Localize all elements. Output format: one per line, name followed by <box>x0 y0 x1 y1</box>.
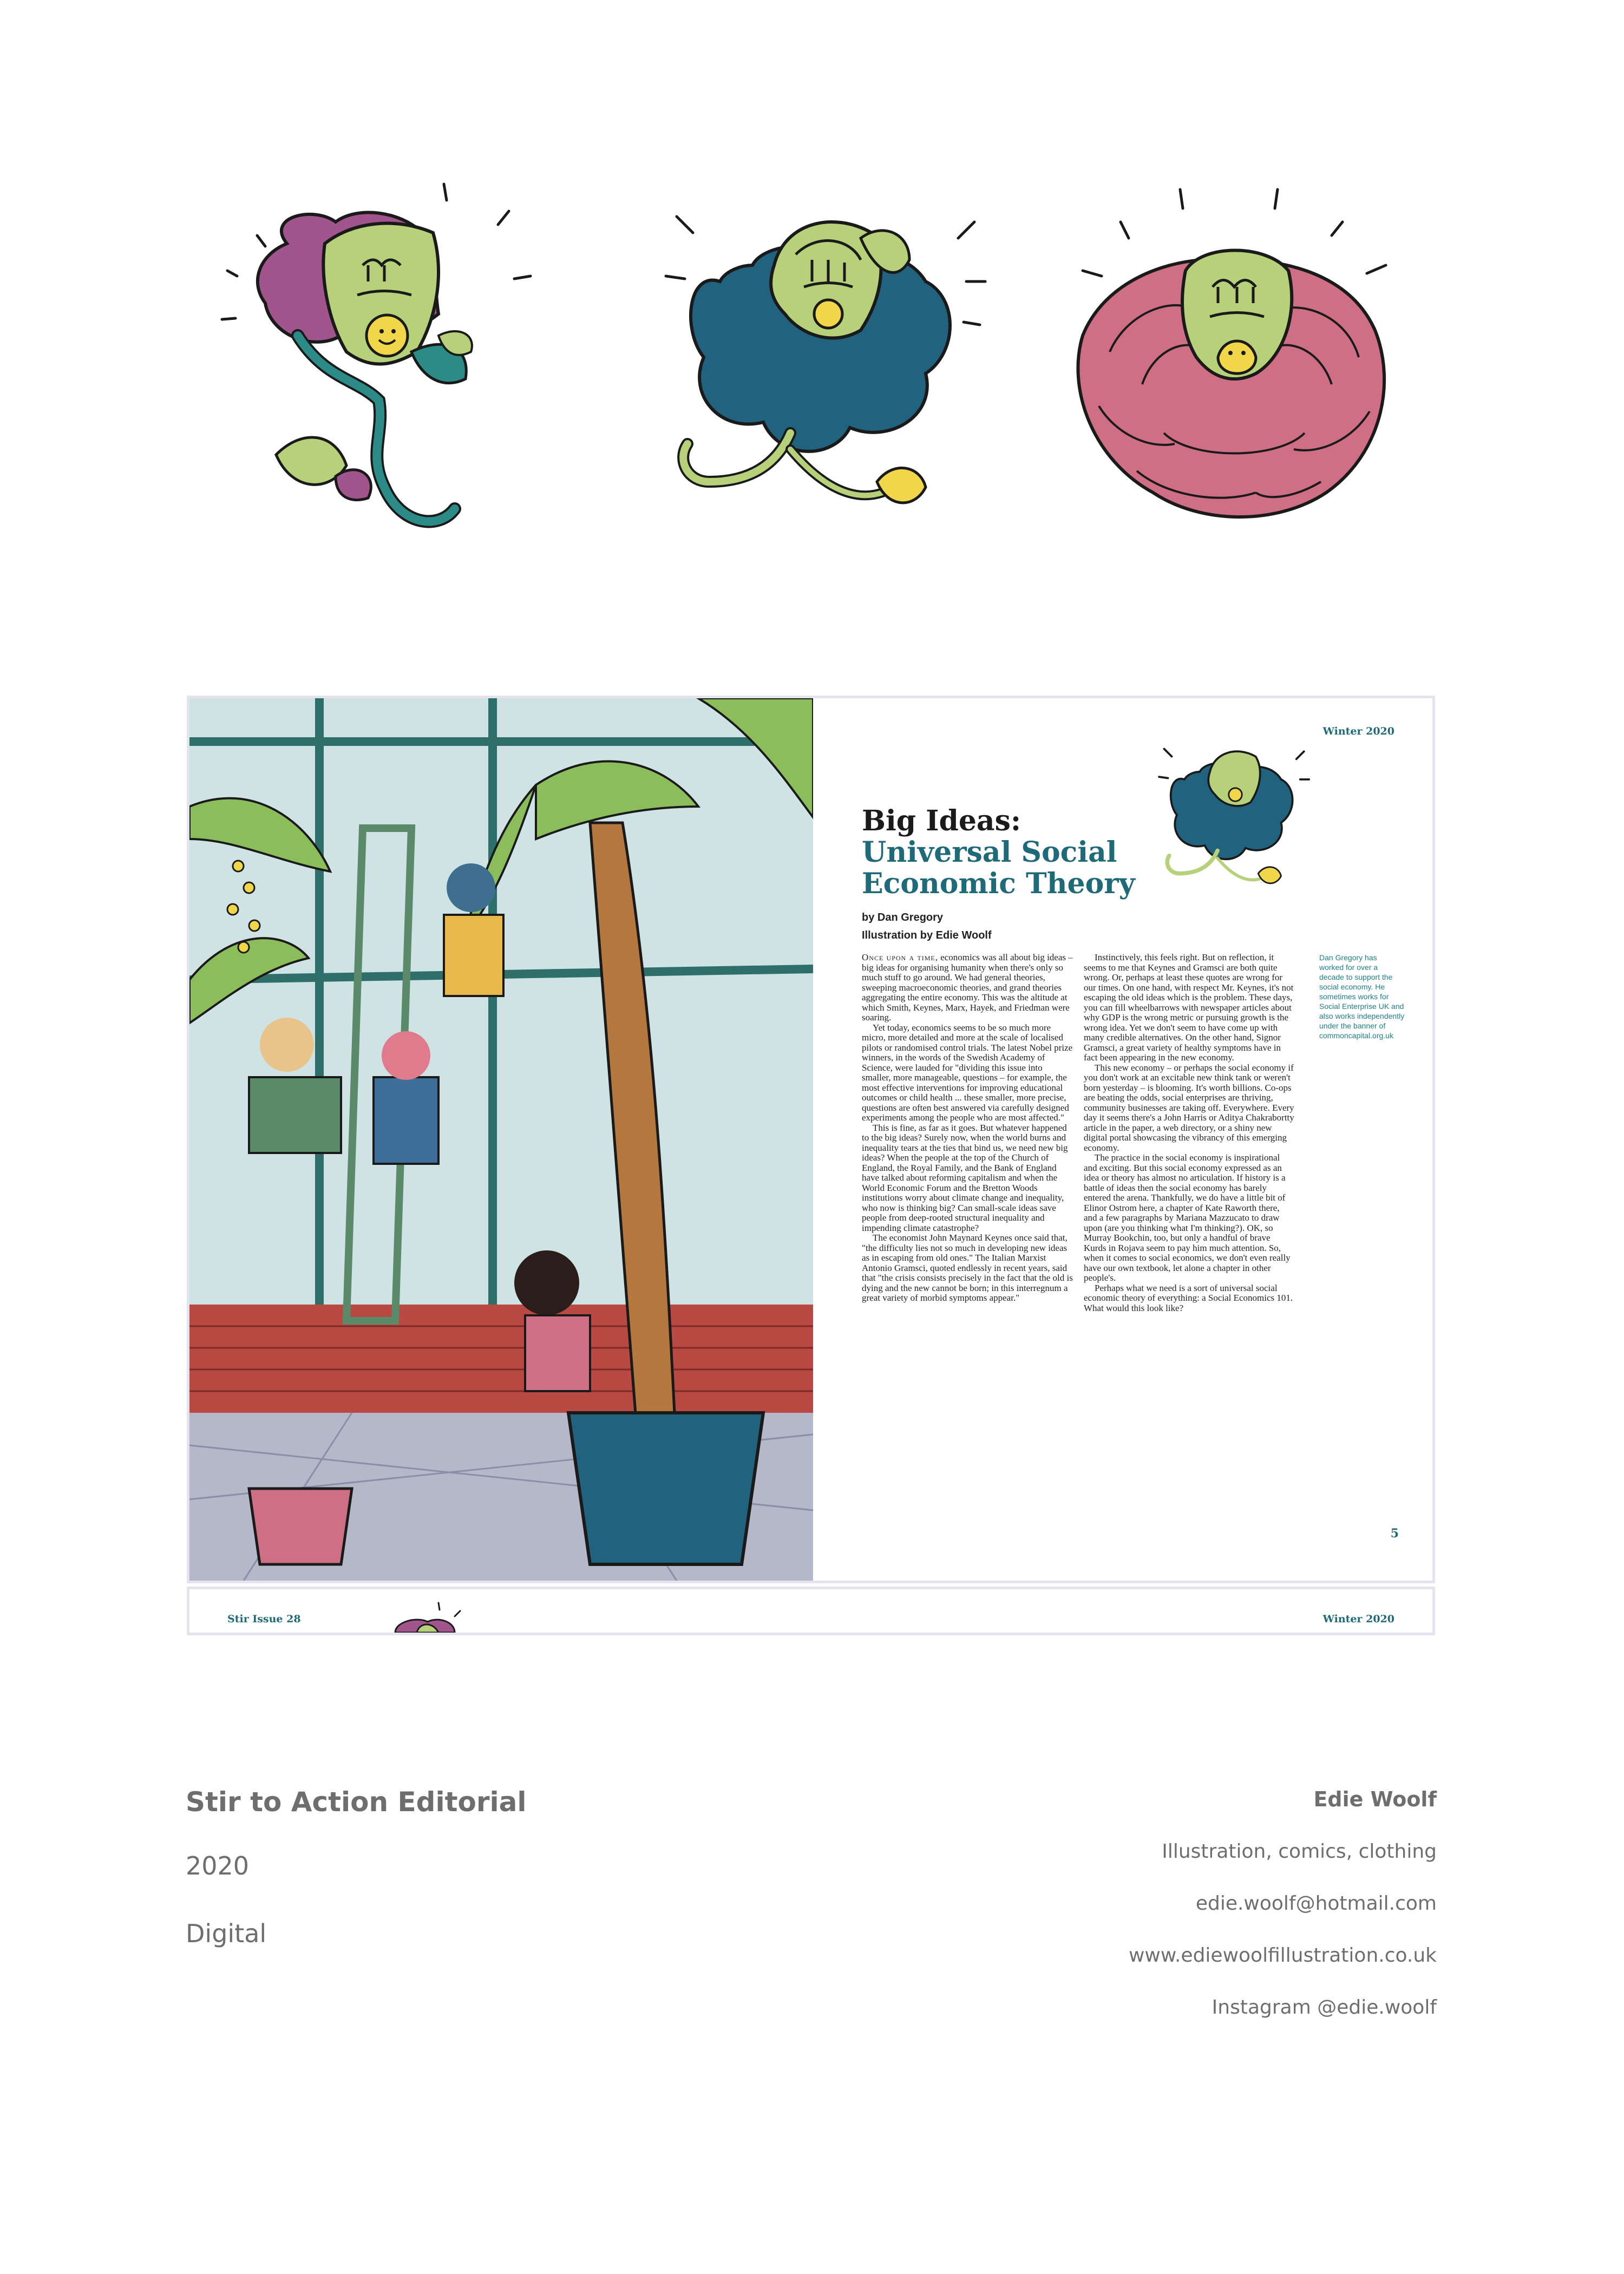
page-number: 5 <box>1390 1526 1399 1541</box>
project-medium: Digital <box>186 1919 267 1948</box>
purple-money-flower-icon <box>384 1600 471 1633</box>
greenhouse-illustration <box>189 698 813 1581</box>
issue-label: Stir Issue 28 <box>227 1613 301 1625</box>
article-column-2 <box>1084 953 1295 1313</box>
byline-author: by Dan Gregory <box>862 912 944 923</box>
byline-illustration: Illustration by Edie Woolf <box>862 929 992 941</box>
article-title-line3: Economic Theory <box>862 867 1135 900</box>
column1-paragraph: This is fine, as far as it goes. But whatever happened to the big ideas? Surely now, when the world burns and inequality tears at the ties that bind us, we need new big ideas? When the people at the top of the Church of England, the Royal Family, and the Bank of England have talked about reforming capitalism and when the World Economic Forum and the Bretton Woods institutions worry about climate change and inequality, who now is thinking big? Can small-scale ideas save people from deep-rooted structural inequality and impending climate catastrophe? <box>862 1122 1068 1233</box>
website-link[interactable]: www.ediewoolfillustration.co.uk <box>1128 1944 1437 1967</box>
article-page <box>813 698 1432 1581</box>
project-title: Stir to Action Editorial <box>186 1786 527 1818</box>
article-title-line1: Big Ideas: <box>862 804 1021 837</box>
email-link[interactable]: edie.woolf@hotmail.com <box>1195 1892 1437 1915</box>
column2-paragraph: Perhaps what we need is a sort of universal social economic theory of everything: a Social Economics 101. What would this look like? <box>1084 1282 1293 1313</box>
instagram-link[interactable]: Instagram @edie.woolf <box>1212 1996 1437 2019</box>
article-column-1 <box>862 953 1073 1303</box>
article-title-line2: Universal Social <box>862 836 1117 869</box>
next-spread-preview <box>189 1589 1432 1633</box>
blue-money-flower-icon <box>1149 736 1322 904</box>
blue-money-flower-icon <box>655 189 1001 547</box>
column2-paragraph: The practice in the social economy is inspirational and exciting. But this social economy expressed as an idea or theory has almost no articulation. If history is a battle of ideas then the social economy has barely entered the arena. Thankfully, we do have a little bit of Elinor Ostrom here, a chapter of Kate Raworth there, and a few paragraphs by Mariana Mazzucato to draw upon (are you thinking what I'm thinking?). OK, so Murray Bookchin, too, but only a handful of brave Kurds in Rojava seem to pay him much attention. So, when it comes to social economics, we don't even really have our own textbook, let alone a chapter in other people's. <box>1084 1152 1291 1283</box>
project-year: 2020 <box>186 1851 250 1880</box>
artist-disciplines: Illustration, comics, clothing <box>1162 1840 1437 1863</box>
purple-money-flower-icon <box>206 173 552 552</box>
column1-paragraph: The economist John Maynard Keynes once said that, "the difficulty lies not so much in developing new ideas as in escaping from old ones." The Italian Marxist Antonio Gramsci, quoted endlessly in recent years, said that "the crisis consists precisely in the fact that the old is dying and the new cannot be born; in this interregnum a great variety of morbid symptoms appear." <box>862 1233 1073 1303</box>
column2-paragraph: This new economy – or perhaps the social economy if you don't work at an excitable new think tank or weren't born yesterday – is blooming. It's worth billions. Co-ops are beating the odds, social enterprises are thriving, community businesses are taking off. Everywhere. Every day it seems there's a John Harris or Aditya Chakrabortty article in the paper, a web directory, or a shiny new digital portal showcasing the vibrancy of this emerging economy. <box>1084 1062 1294 1153</box>
column1-paragraph: Once upon a time, economics was all about big ideas – big ideas for organising humanity when there's only so much stuff to go around. We had general theories, sweeping macroeconomic theories, and grand theories aggregating the entire economy. This was the altitude at which Smith, Keynes, Marx, Hayek, and Friedman were soaring. <box>862 952 1073 1023</box>
column2-paragraph: Instinctively, this feels right. But on reflection, it seems to me that Keynes and Gramsci are both quite wrong. Or, perhaps at least these quotes are wrong for our times. On one hand, with respect Mr. Keynes, it's not escaping the old ideas which is the problem. These days, you can fill wheelbarrows with newspaper articles about why GDP is the wrong metric or pursuing growth is the wrong idea. Yet we don't seem to have come up with many credible alternatives. On the other hand, Signor Gramsci, a great variety of healthy symptoms have in fact been appearing in the new economy. <box>1084 952 1294 1063</box>
drop-lead: Once upon a time, <box>862 952 938 962</box>
season-label: Winter 2020 <box>1322 725 1394 737</box>
season-label: Winter 2020 <box>1322 1613 1394 1625</box>
author-sidebar-note: Dan Gregory has worked for over a decade to support the social economy. He sometimes works for Social Enterprise UK and also works independently under the banner of commoncapital.org.uk <box>1319 953 1405 1040</box>
artist-name: Edie Woolf <box>1313 1787 1437 1811</box>
pink-money-flower-icon <box>1050 179 1418 558</box>
magazine-spread <box>189 698 1432 1581</box>
column1-paragraph: Yet today, economics seems to be so much more micro, more detailed and more at the scale of localised pilots or randomised control trials. The latest Nobel prize winners, in the words of the Swedish Academy of Science, were lauded for "dividing this issue into smaller, more manageable, questions – for example, the most effective interventions for improving educational outcomes or child health ... these smaller, more precise, questions are often best answered via carefully designed experiments among the people who are most affected." <box>862 1022 1073 1123</box>
